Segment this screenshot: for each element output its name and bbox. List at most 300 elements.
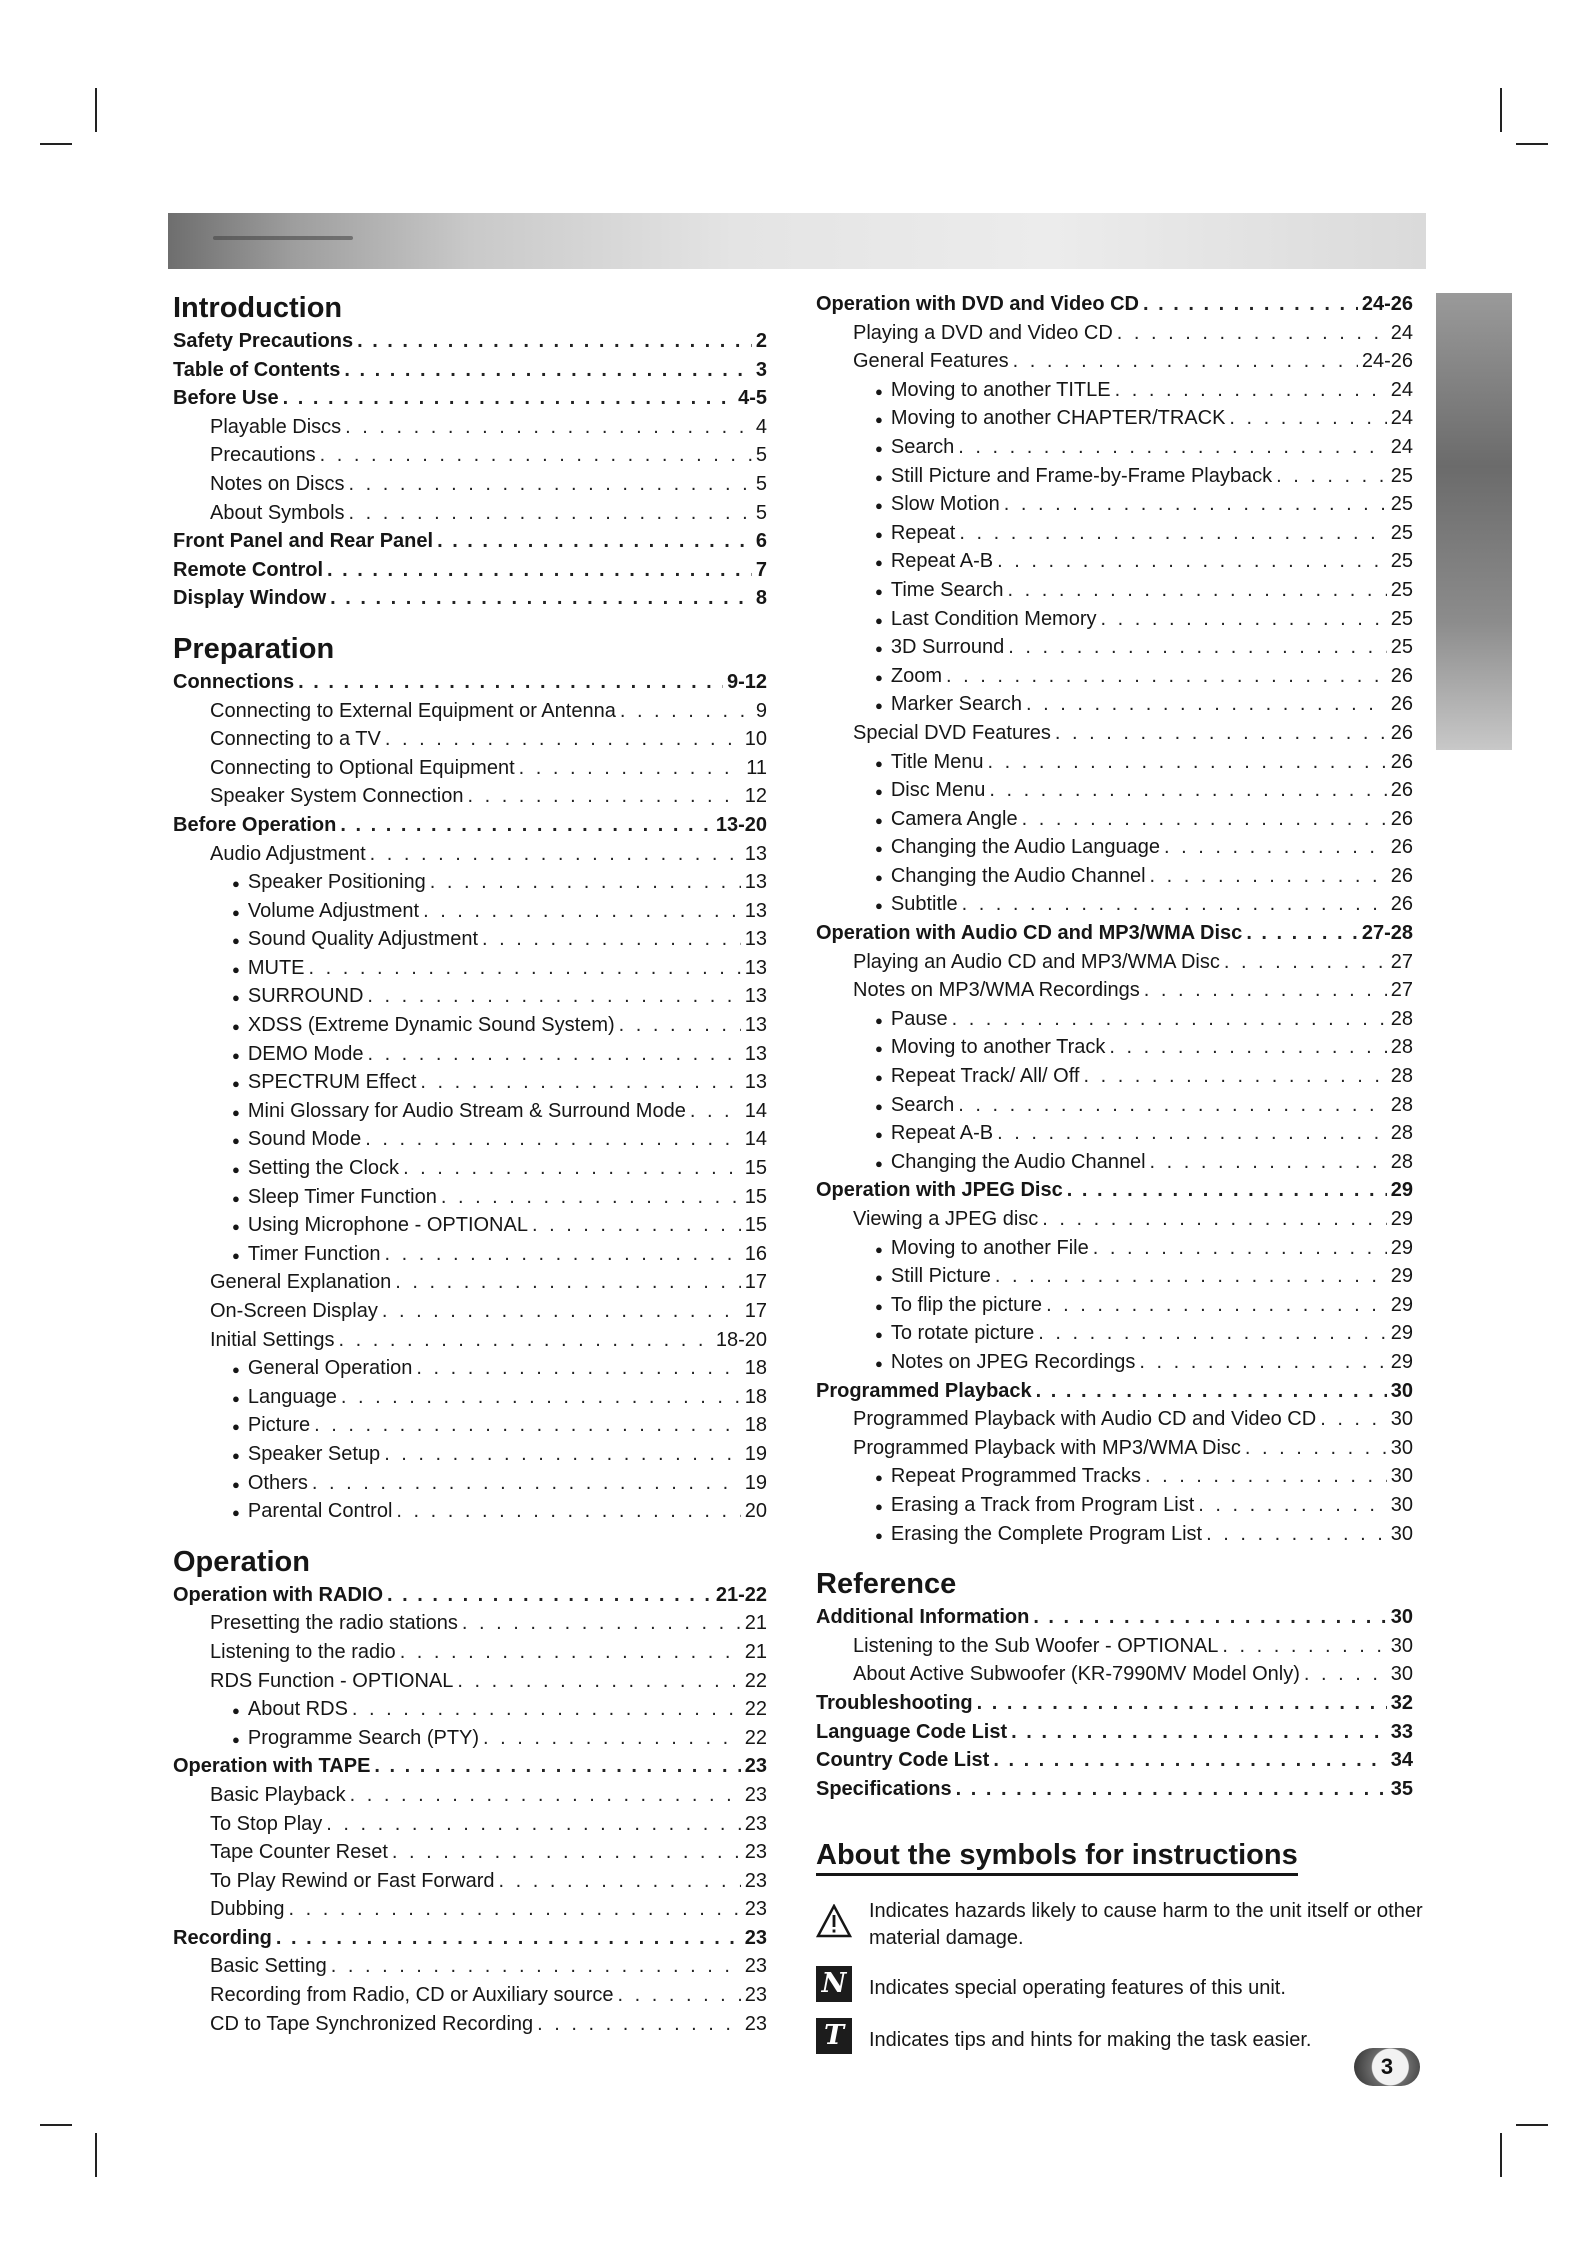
- dot-leader: [462, 1609, 741, 1638]
- toc-entry: [173, 1326, 767, 1355]
- dot-leader: [1026, 690, 1387, 719]
- dot-leader: [1033, 1603, 1386, 1632]
- bullet-icon: ●: [875, 1070, 883, 1086]
- toc-entry-title: Repeat A-B: [890, 550, 994, 573]
- toc-entry-title: To rotate picture: [890, 1322, 1035, 1345]
- bullet-icon: ●: [232, 876, 240, 892]
- toc-entry-page: 26: [1390, 693, 1413, 716]
- toc-entry: [816, 490, 1413, 519]
- crop-mark: [95, 2133, 97, 2177]
- toc-entry-title: Connecting to a TV: [210, 728, 381, 751]
- dot-leader: [1198, 1491, 1386, 1520]
- bullet-icon: ●: [875, 526, 883, 542]
- toc-entry-title: Parental Control: [247, 1500, 393, 1523]
- toc-entry: [173, 668, 767, 697]
- toc-entry: [173, 754, 767, 783]
- bullet-icon: ●: [875, 498, 883, 514]
- toc-entry-title: General Explanation: [210, 1271, 392, 1294]
- toc-entry-title: Sound Quality Adjustment: [247, 928, 478, 951]
- dot-leader: [1093, 1234, 1387, 1263]
- header-band: [168, 213, 1426, 269]
- toc-entry-page: 19: [744, 1442, 767, 1465]
- dot-leader: [958, 433, 1387, 462]
- toc-entry: [816, 1176, 1413, 1205]
- toc-entry: [173, 1867, 767, 1896]
- dot-leader: [620, 697, 752, 726]
- toc-entry-title: Marker Search: [890, 693, 1023, 716]
- toc-entry-title: Playing an Audio CD and MP3/WMA Disc: [853, 950, 1220, 973]
- toc-entry: [173, 1383, 767, 1412]
- dot-leader: [1150, 862, 1387, 891]
- note-icon: N: [816, 1966, 852, 2002]
- toc-entry-title: Sound Mode: [247, 1128, 362, 1151]
- dot-leader: [441, 1183, 741, 1212]
- toc-entry-title: Remote Control: [173, 558, 323, 581]
- dot-leader: [993, 1746, 1386, 1775]
- toc-entry-page: 25: [1390, 607, 1413, 630]
- toc-entry: [816, 1434, 1413, 1463]
- section-heading: Reference: [816, 1568, 957, 1601]
- toc-entry-title: Moving to another File: [890, 1236, 1089, 1259]
- bullet-icon: ●: [875, 1527, 883, 1543]
- toc-entry-page: 22: [744, 1726, 767, 1749]
- toc-entry-page: 13: [744, 928, 767, 951]
- dot-leader: [1276, 462, 1387, 491]
- toc-entry-title: Programme Search (PTY): [247, 1726, 480, 1749]
- dot-leader: [1036, 1377, 1387, 1406]
- dot-leader: [519, 754, 743, 783]
- bullet-icon: ●: [232, 1362, 240, 1378]
- toc-entry-page: 22: [744, 1698, 767, 1721]
- toc-entry: [816, 719, 1413, 748]
- toc-entry-title: Repeat: [890, 521, 956, 544]
- toc-entry-title: Basic Playback: [210, 1783, 346, 1806]
- toc-entry: [173, 868, 767, 897]
- symbol-item-warning: [816, 1898, 1426, 1952]
- crop-mark: [1516, 143, 1548, 145]
- toc-entry: [816, 1119, 1413, 1148]
- toc-entry: [173, 1667, 767, 1696]
- toc-entry-page: 16: [744, 1242, 767, 1265]
- toc-entry-page: 24: [1390, 321, 1413, 344]
- side-tab: [1436, 293, 1512, 750]
- toc-entry-page: 33: [1390, 1720, 1413, 1743]
- dot-leader: [1067, 1176, 1387, 1205]
- toc-entry: [816, 376, 1413, 405]
- toc-entry: [173, 1810, 767, 1839]
- bullet-icon: ●: [232, 961, 240, 977]
- bullet-icon: ●: [875, 1041, 883, 1057]
- toc-entry-page: 5: [755, 472, 767, 495]
- toc-entry: [173, 499, 767, 528]
- toc-entry-page: 23: [744, 1984, 767, 2007]
- dot-leader: [276, 1924, 741, 1953]
- toc-entry-page: 26: [1390, 807, 1413, 830]
- toc-entry: [816, 919, 1413, 948]
- toc-entry-title: Camera Angle: [890, 807, 1018, 830]
- toc-entry-page: 24: [1390, 407, 1413, 430]
- toc-entry-page: 25: [1390, 550, 1413, 573]
- toc-entry-title: Troubleshooting: [816, 1691, 973, 1714]
- toc-entry-title: Title Menu: [890, 750, 984, 773]
- toc-entry-title: Mini Glossary for Audio Stream & Surround Mode: [247, 1099, 686, 1122]
- toc-entry-title: Slow Motion: [890, 493, 1000, 516]
- toc-entry: [173, 1240, 767, 1269]
- toc-entry: [173, 782, 767, 811]
- toc-entry: [816, 690, 1413, 719]
- bullet-icon: ●: [875, 1298, 883, 1314]
- crop-mark: [1500, 88, 1502, 132]
- toc-entry-page: 30: [1390, 1522, 1413, 1545]
- toc-entry-title: Before Use: [173, 387, 279, 410]
- toc-entry-page: 22: [744, 1669, 767, 1692]
- toc-entry-title: Last Condition Memory: [890, 607, 1097, 630]
- toc-entry: [816, 1148, 1413, 1177]
- dot-leader: [326, 1810, 740, 1839]
- toc-entry: [173, 811, 767, 840]
- dot-leader: [400, 1638, 741, 1667]
- toc-entry-title: Recording: [173, 1926, 272, 1949]
- crop-mark: [1516, 2124, 1548, 2126]
- toc-entry: [816, 662, 1413, 691]
- toc-entry-page: 27: [1390, 950, 1413, 973]
- toc-entry-title: Country Code List: [816, 1749, 990, 1772]
- toc-entry: [816, 776, 1413, 805]
- toc-entry-page: 13: [744, 985, 767, 1008]
- toc-entry-title: Search: [890, 1093, 955, 1116]
- toc-entry-page: 29: [1390, 1322, 1413, 1345]
- toc-entry-page: 26: [1390, 779, 1413, 802]
- dot-leader: [423, 897, 741, 926]
- toc-entry-page: 7: [755, 558, 767, 581]
- toc-entry-page: 29: [1390, 1179, 1413, 1202]
- toc-entry: [173, 1068, 767, 1097]
- toc-entry-title: Tape Counter Reset: [210, 1841, 388, 1864]
- toc-entry-page: 29: [1390, 1236, 1413, 1259]
- dot-leader: [384, 1440, 741, 1469]
- dot-leader: [320, 441, 752, 470]
- toc-entry: [173, 527, 767, 556]
- dot-leader: [420, 1068, 740, 1097]
- toc-entry: [173, 1497, 767, 1526]
- toc-entry-page: 24: [1390, 435, 1413, 458]
- toc-entry-page: 24: [1390, 378, 1413, 401]
- dot-leader: [382, 1297, 741, 1326]
- toc-entry-title: Notes on Discs: [210, 472, 345, 495]
- toc-entry: [173, 697, 767, 726]
- toc-entry-title: Speaker System Connection: [210, 785, 464, 808]
- toc-entry-page: 29: [1390, 1293, 1413, 1316]
- toc-entry-page: 10: [744, 728, 767, 751]
- toc-entry-title: Audio Adjustment: [210, 842, 366, 865]
- toc-entry-title: Precautions: [210, 444, 316, 467]
- dot-leader: [1320, 1405, 1387, 1434]
- dot-leader: [482, 925, 741, 954]
- toc-entry-title: Speaker Positioning: [247, 871, 426, 894]
- toc-entry-page: 26: [1390, 721, 1413, 744]
- symbol-text-tip: Indicates tips and hints for making the task easier.: [869, 2029, 1312, 2051]
- toc-entry-page: 15: [744, 1214, 767, 1237]
- toc-entry-title: Viewing a JPEG disc: [853, 1208, 1039, 1230]
- toc-entry: [816, 519, 1413, 548]
- symbol-item-tip: [816, 2021, 1426, 2059]
- toc-entry-page: 12: [744, 785, 767, 808]
- bullet-icon: ●: [875, 1012, 883, 1028]
- toc-entry-title: Erasing a Track from Program List: [890, 1493, 1195, 1516]
- toc-entry-page: 17: [744, 1271, 767, 1294]
- toc-entry: [173, 1752, 767, 1781]
- toc-entry-title: To flip the picture: [890, 1293, 1043, 1316]
- toc-entry: [173, 556, 767, 585]
- toc-entry: [173, 840, 767, 869]
- toc-entry-page: 13: [744, 1014, 767, 1037]
- toc-entry-page: 3: [755, 358, 767, 381]
- bullet-icon: ●: [875, 583, 883, 599]
- bullet-icon: ●: [232, 1019, 240, 1035]
- symbols-section: [816, 1838, 1426, 2059]
- toc-entry-title: Disc Menu: [890, 779, 986, 802]
- bullet-icon: ●: [875, 1498, 883, 1514]
- toc-entry: [173, 1297, 767, 1326]
- dot-leader: [995, 1262, 1387, 1291]
- dot-leader: [1109, 1033, 1386, 1062]
- bullet-icon: ●: [232, 1476, 240, 1492]
- dot-leader: [331, 1952, 741, 1981]
- toc-entry: [816, 1062, 1413, 1091]
- section-heading: Preparation: [173, 632, 335, 665]
- toc-entry-title: Programmed Playback: [816, 1379, 1032, 1402]
- dot-leader: [437, 527, 752, 556]
- toc-entry: [816, 1291, 1413, 1320]
- warning-triangle-icon: [816, 1904, 852, 1940]
- toc-entry: [173, 1411, 767, 1440]
- dot-leader: [997, 1119, 1387, 1148]
- toc-entry-title: Operation with JPEG Disc: [816, 1179, 1063, 1202]
- toc-entry-title: Connecting to Optional Equipment: [210, 756, 515, 779]
- toc-entry-page: 28: [1390, 1007, 1413, 1030]
- toc-entry-page: 6: [755, 530, 767, 553]
- toc-entry-title: Language: [247, 1385, 337, 1408]
- bullet-icon: ●: [232, 933, 240, 949]
- toc-entry-page: 25: [1390, 464, 1413, 487]
- toc-entry: [173, 1838, 767, 1867]
- toc-entry-page: 13: [744, 842, 767, 865]
- dot-leader: [330, 584, 752, 613]
- bullet-icon: ●: [875, 412, 883, 428]
- dot-leader: [988, 748, 1387, 777]
- toc-entry: [173, 1952, 767, 1981]
- toc-entry: [173, 725, 767, 754]
- bullet-icon: ●: [875, 383, 883, 399]
- dot-leader: [956, 1775, 1387, 1804]
- toc-entry-page: 14: [744, 1099, 767, 1122]
- toc-entry: [816, 290, 1413, 319]
- toc-entry: [173, 1154, 767, 1183]
- dot-leader: [977, 1689, 1387, 1718]
- dot-leader: [1042, 1205, 1386, 1234]
- bullet-icon: ●: [232, 1390, 240, 1406]
- toc-entry-page: 30: [1390, 1379, 1413, 1402]
- dot-leader: [952, 1005, 1387, 1034]
- toc-entry-title: To Play Rewind or Fast Forward: [210, 1869, 495, 1892]
- bullet-icon: ●: [232, 1076, 240, 1092]
- toc-entry: [173, 441, 767, 470]
- toc-entry-title: DEMO Mode: [247, 1042, 364, 1065]
- toc-entry: [816, 1234, 1413, 1263]
- toc-entry: [816, 1405, 1413, 1434]
- section-gap: [816, 1548, 1413, 1566]
- dot-leader: [387, 1581, 712, 1610]
- toc-entry-page: 29: [1390, 1265, 1413, 1288]
- toc-entry-page: 26: [1390, 664, 1413, 687]
- toc-entry-title: Subtitle: [890, 893, 958, 916]
- toc-entry: [173, 982, 767, 1011]
- toc-entry-title: About Symbols: [210, 501, 345, 524]
- toc-entry: [816, 1491, 1413, 1520]
- toc-entry: [816, 576, 1413, 605]
- toc-entry-page: 28: [1390, 1036, 1413, 1059]
- toc-entry-title: About RDS: [247, 1698, 348, 1721]
- toc-entry-page: 32: [1390, 1691, 1413, 1714]
- dot-leader: [327, 556, 752, 585]
- dot-leader: [1144, 976, 1387, 1005]
- toc-entry-title: Timer Function: [247, 1242, 381, 1265]
- toc-entry-title: 3D Surround: [890, 636, 1005, 659]
- toc-entry-page: 23: [744, 1755, 767, 1778]
- toc-entry: [816, 1660, 1413, 1689]
- toc-entry-page: 8: [755, 587, 767, 610]
- toc-entry-page: 30: [1390, 1606, 1413, 1629]
- toc-entry-title: Repeat Programmed Tracks: [890, 1465, 1141, 1488]
- symbol-item-note: [816, 1969, 1426, 2007]
- toc-entry-title: Playable Discs: [210, 415, 342, 438]
- toc-entry-title: Changing the Audio Channel: [890, 864, 1146, 887]
- dot-leader: [1046, 1291, 1387, 1320]
- dot-leader: [396, 1497, 740, 1526]
- toc-right-column: [816, 290, 1413, 1803]
- toc-entry: [173, 1469, 767, 1498]
- dot-leader: [1055, 719, 1387, 748]
- toc-entry-title: General Operation: [247, 1357, 413, 1380]
- toc-entry-title: Operation with DVD and Video CD: [816, 293, 1139, 315]
- toc-entry-page: 11: [746, 756, 767, 779]
- dot-leader: [1222, 1632, 1386, 1661]
- toc-entry-page: 34: [1390, 1749, 1413, 1772]
- toc-entry-page: 26: [1390, 864, 1413, 887]
- dot-leader: [298, 668, 723, 697]
- toc-entry-page: 26: [1390, 836, 1413, 859]
- bullet-icon: ●: [232, 1505, 240, 1521]
- toc-entry: [173, 1924, 767, 1953]
- crop-mark: [40, 143, 72, 145]
- dot-leader: [618, 1981, 741, 2010]
- bullet-icon: ●: [232, 1162, 240, 1178]
- toc-entry-page: 25: [1390, 636, 1413, 659]
- dot-leader: [1022, 805, 1387, 834]
- toc-entry-title: Setting the Clock: [247, 1157, 400, 1180]
- toc-entry-title: Still Picture and Frame-by-Frame Playback: [890, 464, 1273, 487]
- toc-entry-title: Programmed Playback with MP3/WMA Disc: [853, 1436, 1241, 1459]
- toc-entry-page: 21-22: [715, 1583, 767, 1606]
- toc-entry-page: 25: [1390, 578, 1413, 601]
- toc-entry-title: Specifications: [816, 1777, 952, 1800]
- toc-entry-page: 30: [1390, 1436, 1413, 1459]
- toc-entry: [816, 1091, 1413, 1120]
- toc-entry-page: 15: [744, 1185, 767, 1208]
- bullet-icon: ●: [232, 1247, 240, 1263]
- toc-entry-title: Search: [890, 435, 955, 458]
- dot-leader: [989, 776, 1386, 805]
- toc-entry-page: 9-12: [726, 670, 767, 693]
- toc-entry-page: 29: [1390, 1208, 1413, 1230]
- toc-entry-page: 30: [1390, 1465, 1413, 1488]
- toc-entry: [816, 890, 1413, 919]
- dot-leader: [467, 782, 740, 811]
- toc-entry: [816, 1348, 1413, 1377]
- toc-entry-title: Table of Contents: [173, 358, 341, 381]
- toc-entry-title: General Features: [853, 350, 1009, 373]
- toc-entry-page: 17: [744, 1300, 767, 1322]
- dot-leader: [344, 356, 751, 385]
- toc-entry-page: 23: [744, 1841, 767, 1864]
- toc-entry-title: Moving to another Track: [890, 1036, 1106, 1059]
- toc-entry-title: Before Operation: [173, 813, 337, 836]
- toc-entry-title: SPECTRUM Effect: [247, 1071, 417, 1094]
- dot-leader: [619, 1011, 741, 1040]
- dot-leader: [1304, 1660, 1387, 1689]
- bullet-icon: ●: [232, 1133, 240, 1149]
- bullet-icon: ●: [875, 1470, 883, 1486]
- dot-leader: [430, 868, 741, 897]
- toc-entry-page: 23: [744, 1898, 767, 1921]
- toc-entry: [816, 1718, 1413, 1747]
- dot-leader: [1206, 1520, 1387, 1549]
- toc-entry-page: 13: [744, 956, 767, 979]
- toc-entry: [816, 1377, 1413, 1406]
- toc-entry-title: Initial Settings: [210, 1328, 335, 1351]
- toc-entry-page: 20: [744, 1500, 767, 1523]
- dot-leader: [392, 1838, 741, 1867]
- dot-leader: [314, 1411, 741, 1440]
- dot-leader: [309, 954, 741, 983]
- toc-entry-page: 23: [744, 1926, 767, 1949]
- dot-leader: [395, 1268, 741, 1297]
- bullet-icon: ●: [875, 1327, 883, 1343]
- dot-leader: [385, 725, 741, 754]
- bullet-icon: ●: [232, 1731, 240, 1747]
- bullet-icon: ●: [875, 469, 883, 485]
- toc-entry: [173, 1354, 767, 1383]
- toc-entry: [816, 1033, 1413, 1062]
- bullet-icon: ●: [875, 869, 883, 885]
- toc-entry-title: Others: [247, 1471, 308, 1494]
- toc-entry-title: Special DVD Features: [853, 721, 1051, 744]
- dot-leader: [1013, 347, 1358, 376]
- dot-leader: [1038, 1319, 1386, 1348]
- dot-leader: [340, 811, 711, 840]
- bullet-icon: ●: [232, 904, 240, 920]
- toc-entry-page: 30: [1390, 1663, 1413, 1686]
- dot-leader: [1143, 290, 1358, 319]
- toc-entry-page: 18-20: [715, 1328, 767, 1351]
- toc-entry-title: Listening to the Sub Woofer - OPTIONAL: [853, 1634, 1219, 1657]
- toc-entry-page: 27: [1390, 979, 1413, 1002]
- dot-leader: [385, 1240, 741, 1269]
- bullet-icon: ●: [232, 1703, 240, 1719]
- symbol-text-warning: Indicates hazards likely to cause harm to the unit itself or other material damage.: [869, 1900, 1423, 1949]
- dot-leader: [350, 1781, 741, 1810]
- toc-entry: [173, 384, 767, 413]
